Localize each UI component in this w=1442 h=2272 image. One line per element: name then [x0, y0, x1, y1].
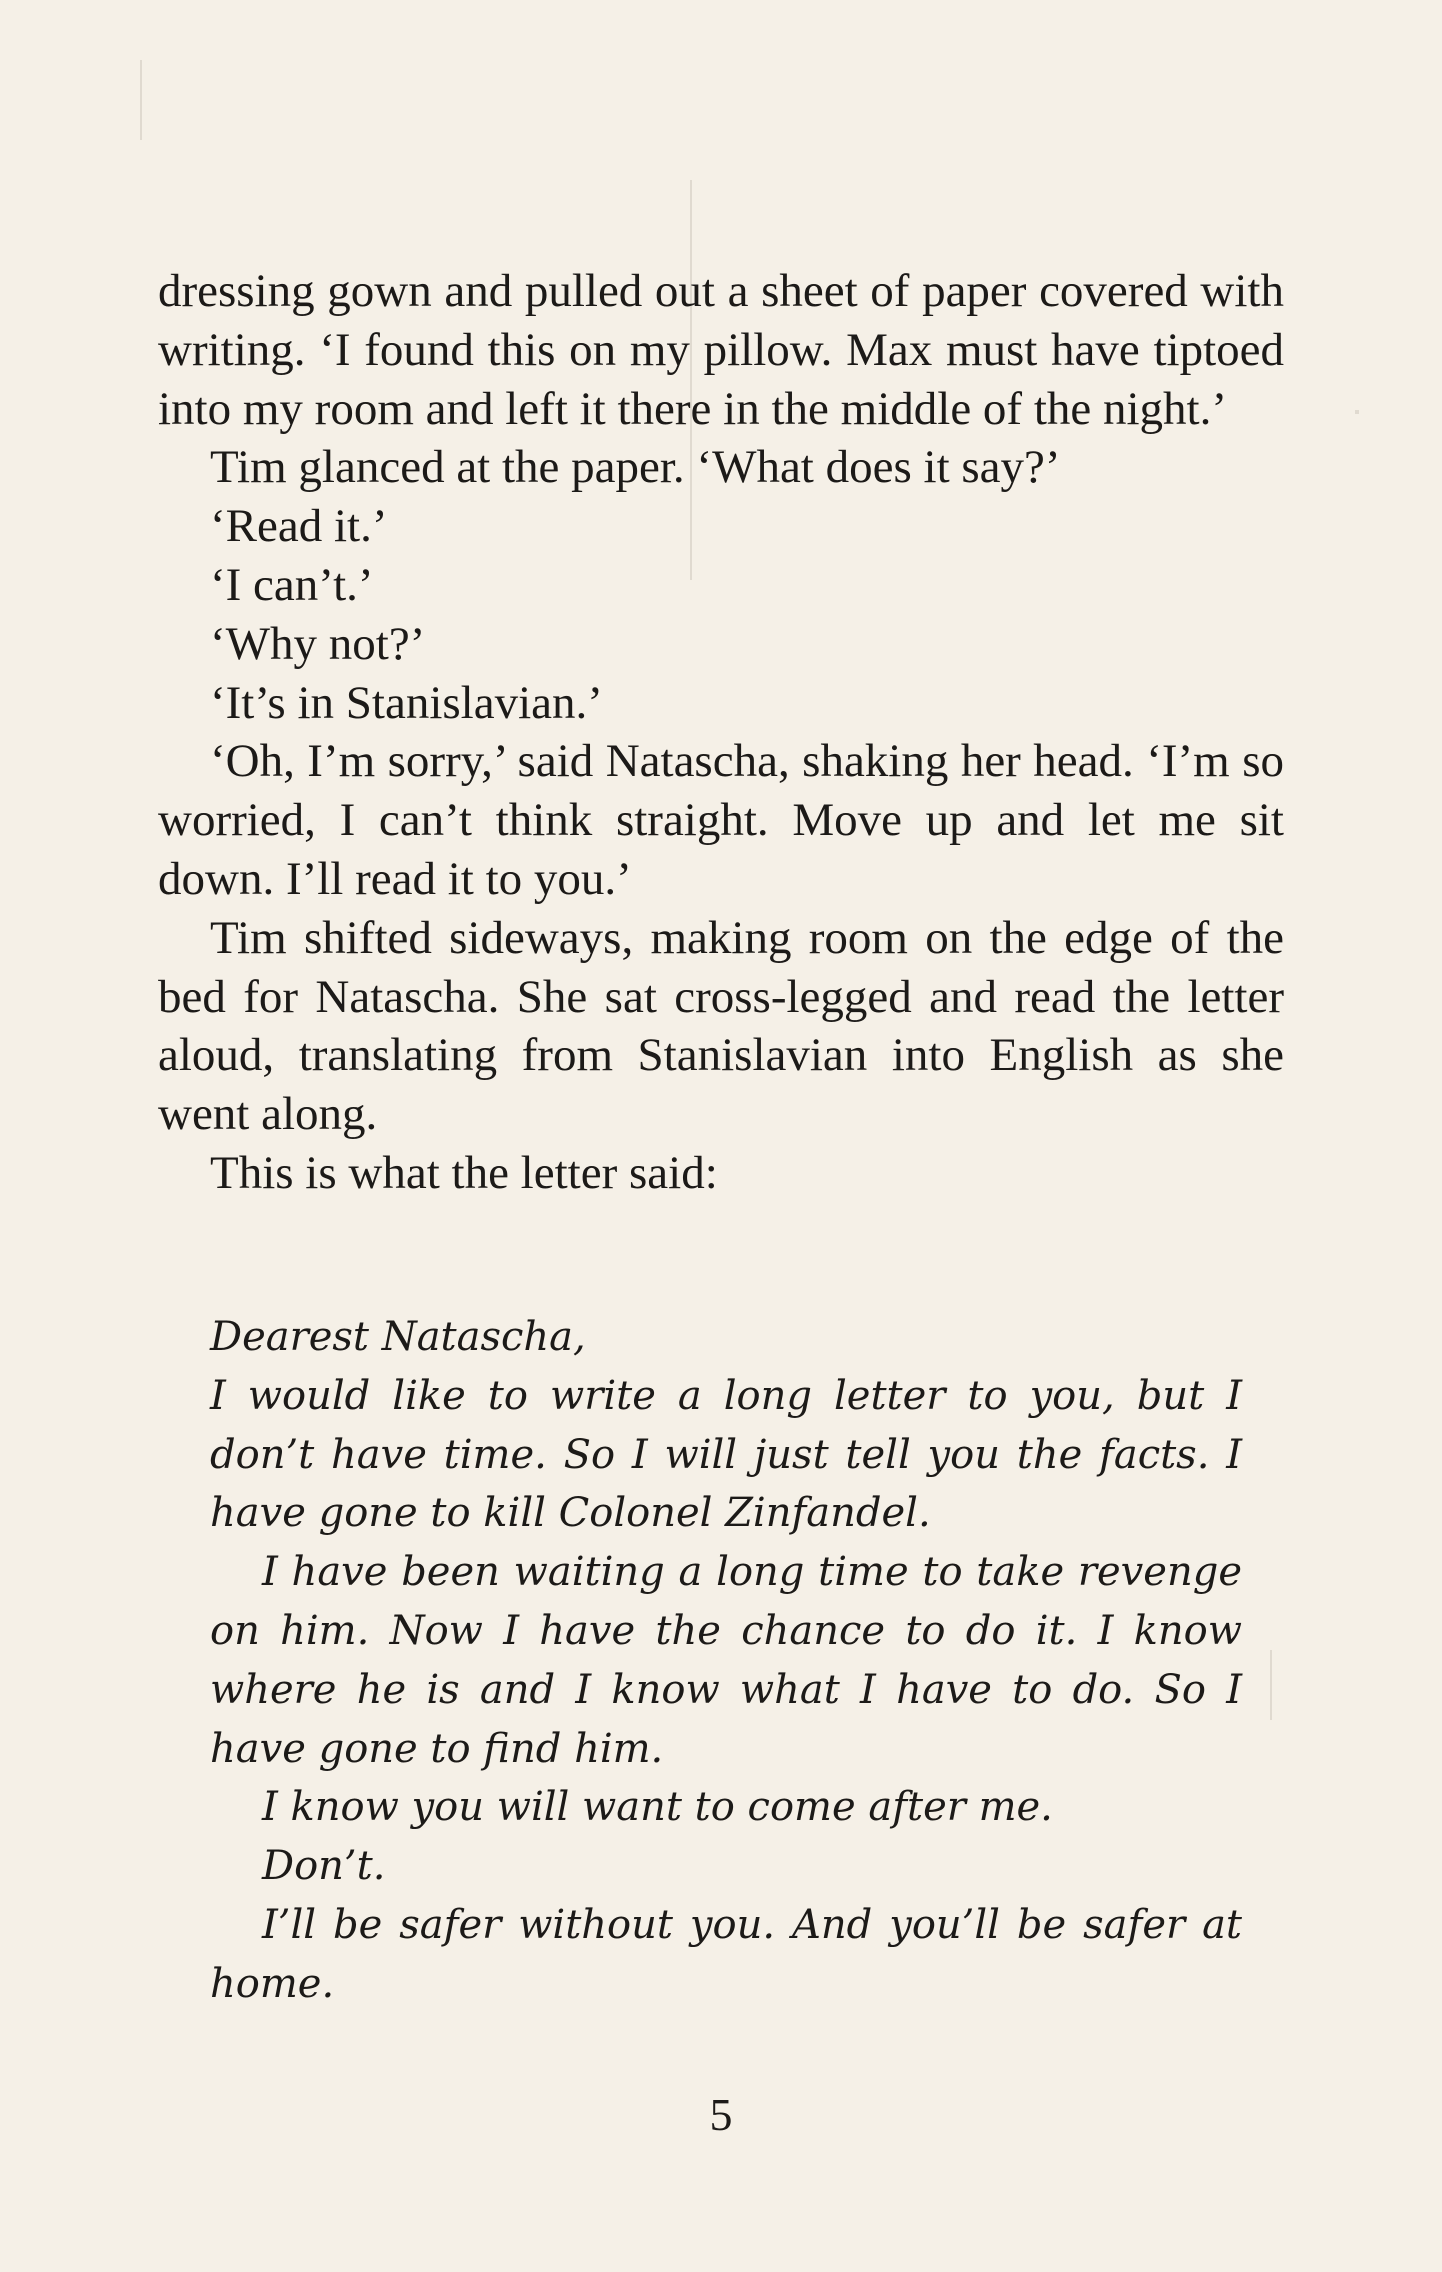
body-paragraph: ‘Read it.’	[210, 500, 388, 553]
letter-paragraph: I have been waiting a long time to take revenge on him. Now I have the chance to do it. I know where he is and I know what I have to do. So I have gone to find him.	[210, 1549, 1242, 1772]
paper-speck	[140, 60, 142, 140]
paper-speck	[1270, 1650, 1272, 1720]
body-paragraph: ‘Why not?’	[210, 617, 426, 670]
page-number: 5	[709, 2089, 733, 2140]
body-paragraph: This is what the letter said:	[210, 1146, 718, 1199]
body-paragraph: ‘It’s in Stanislavian.’	[210, 676, 603, 729]
letter-paragraph: I know you will want to come after me.	[262, 1784, 1053, 1831]
body-paragraph: ‘I can’t.’	[210, 558, 374, 611]
handwritten-letter	[210, 1308, 1242, 2014]
letter-salutation: Dearest Natascha,	[210, 1314, 586, 1360]
letter-paragraph: I would like to write a long letter to you, but I don’t have time. So I will just tell you the facts. I have gone to kill Colonel Zinfandel.	[210, 1372, 1242, 1537]
body-text	[158, 262, 1284, 1203]
body-paragraph: ‘Oh, I’m sorry,’ said Natascha, shaking her head. ‘I’m so worried, I can’t think straight. Move up and let me sit down. I’ll read it to you.’	[158, 735, 1284, 905]
body-paragraph: dressing gown and pulled out a sheet of paper covered with writing. ‘I found this on my pillow. Max must have tiptoed into my room and left it there in the middle of the night.’	[158, 265, 1284, 435]
body-paragraph: Tim shifted sideways, making room on the edge of the bed for Natascha. She sat cross-legged and read the letter aloud, translating from Stanislavian into English as she went along.	[158, 911, 1284, 1141]
paper-speck	[1355, 410, 1359, 414]
body-paragraph: Tim glanced at the paper. ‘What does it say?’	[210, 441, 1061, 494]
letter-paragraph: Don’t.	[262, 1843, 386, 1890]
letter-paragraph: I’ll be safer without you. And you’ll be safer at home.	[210, 1901, 1242, 2007]
